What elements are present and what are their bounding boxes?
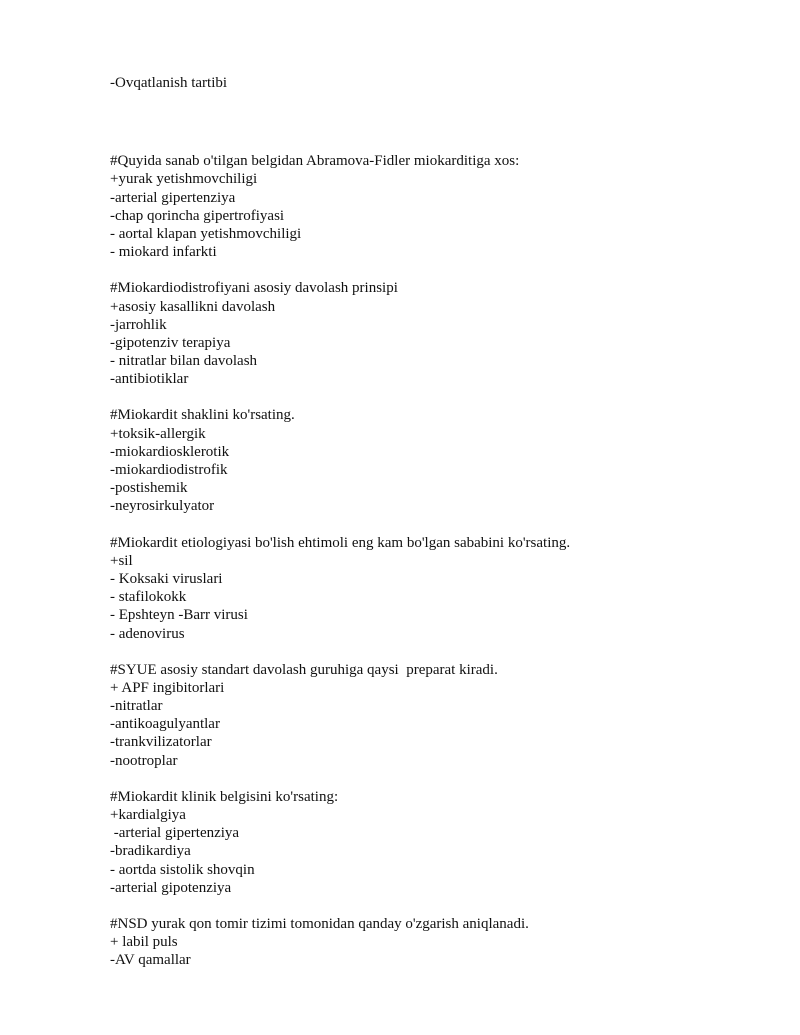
answer-correct: + labil puls	[110, 934, 178, 951]
document-page	[110, 74, 730, 970]
answer-option: -nitratlar	[110, 698, 163, 715]
spacer	[110, 897, 730, 915]
question-block	[110, 661, 730, 770]
answer-option: - adenovirus	[110, 625, 185, 642]
answer-option: - miokard infarkti	[110, 244, 217, 261]
answer-option: - Epshteyn -Barr virusi	[110, 607, 248, 624]
spacer	[110, 261, 730, 279]
answer-option: -gipotenziv terapiya	[110, 334, 231, 351]
spacer	[110, 92, 730, 152]
answer-option: - aortal klapan yetishmovchiligi	[110, 225, 302, 242]
answer-option: -arterial gipertenziya	[110, 825, 240, 842]
answer-correct: +kardialgiya	[110, 807, 186, 823]
answer-option: -jarrohlik	[110, 316, 167, 333]
answer-option: - aortda sistolik shovqin	[110, 861, 255, 878]
question-text: #SYUE asosiy standart davolash guruhiga qaysi preparat kiradi.	[110, 661, 498, 678]
question-block	[110, 406, 730, 515]
answer-option: -antikoagulyantlar	[110, 716, 220, 733]
spacer	[110, 516, 730, 534]
answer-option: -postishemik	[110, 480, 188, 497]
answer-option: - Koksaki viruslari	[110, 570, 223, 587]
question-block	[110, 279, 730, 388]
answer-option: -bradikardiya	[110, 843, 191, 860]
question-block	[110, 915, 730, 970]
question-block	[110, 788, 730, 897]
answer-option: -arterial gipertenziya	[110, 189, 236, 206]
answer-option: - stafilokokk	[110, 589, 187, 606]
spacer	[110, 770, 730, 788]
intro-line: -Ovqatlanish tartibi	[110, 75, 228, 91]
answer-correct: + APF ingibitorlari	[110, 679, 225, 696]
question-block	[110, 534, 730, 643]
answer-option: -arterial gipotenziya	[110, 879, 232, 896]
question-text: #Miokardit klinik belgisini ko'rsating:	[110, 788, 339, 805]
answer-correct: +sil	[110, 552, 133, 569]
question-text: #NSD yurak qon tomir tizimi tomonidan qanday o'zgarish aniqlanadi.	[110, 915, 529, 932]
answer-option: -miokardiodistrofik	[110, 462, 228, 478]
spacer	[110, 388, 730, 406]
question-text: #Miokardit etiologiyasi bo'lish ehtimoli eng kam bo'lgan sababini ko'rsating.	[110, 534, 571, 551]
answer-option: -trankvilizatorlar	[110, 734, 212, 751]
answer-option: -AV qamallar	[110, 952, 191, 969]
question-block	[110, 152, 730, 261]
answer-option: -nootroplar	[110, 752, 178, 769]
question-text: #Miokardit shaklini ko'rsating.	[110, 407, 295, 424]
answer-correct: +toksik-allergik	[110, 425, 206, 442]
answer-option: -neyrosirkulyator	[110, 498, 215, 515]
answer-option: - nitratlar bilan davolash	[110, 353, 258, 370]
answer-correct: +yurak yetishmovchiligi	[110, 171, 258, 188]
answer-option: -antibiotiklar	[110, 371, 189, 388]
spacer	[110, 643, 730, 661]
answer-correct: +asosiy kasallikni davolash	[110, 298, 276, 315]
question-text: #Quyida sanab o'tilgan belgidan Abramova-Fidler miokarditiga xos:	[110, 153, 520, 170]
answer-option: -miokardiosklerotik	[110, 443, 230, 460]
answer-option: -chap qorincha gipertrofiyasi	[110, 207, 285, 224]
question-text: #Miokardiodistrofiyani asosiy davolash prinsipi	[110, 280, 398, 297]
